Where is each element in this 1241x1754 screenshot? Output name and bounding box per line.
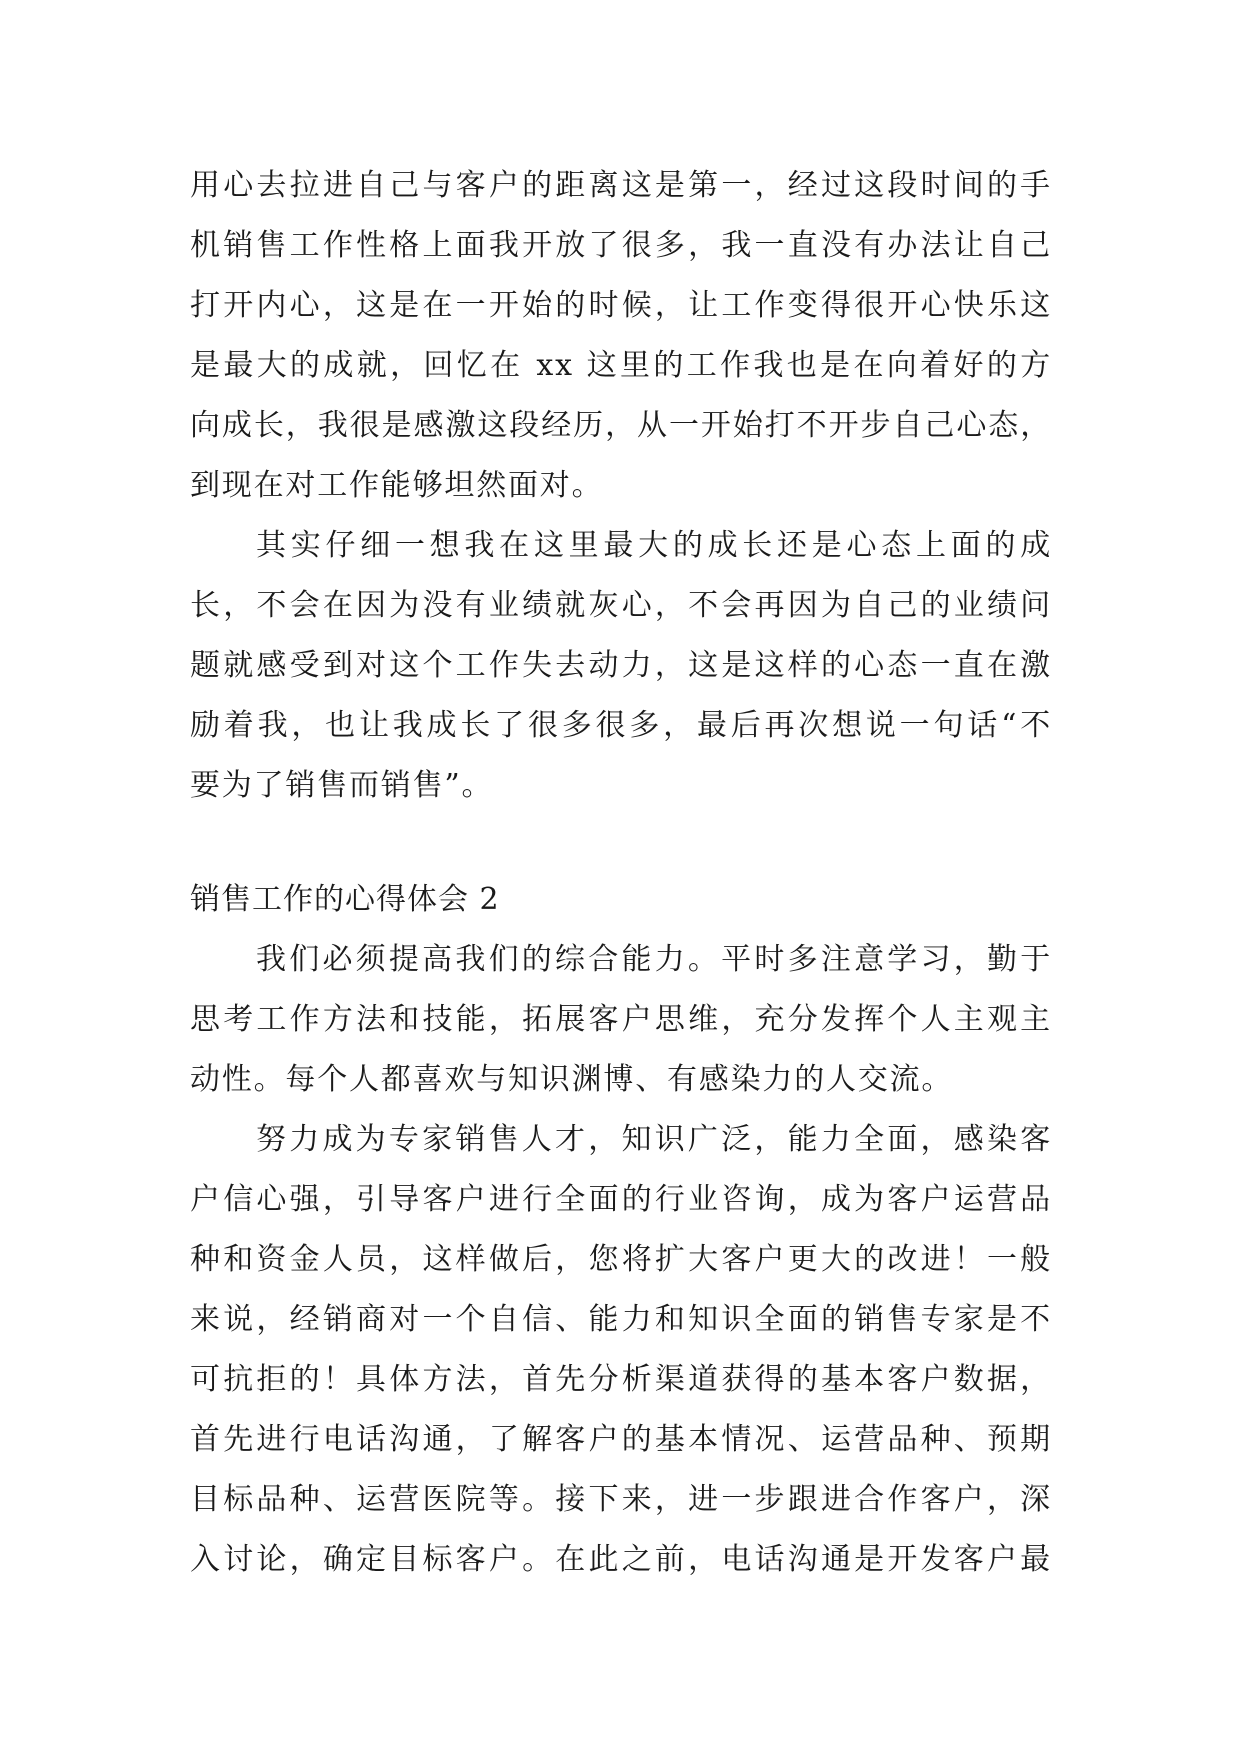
text-line: 要为了销售而销售”。	[190, 768, 494, 803]
text-line: 户信心强，引导客户进行全面的行业咨询，成为客户运营品	[190, 1182, 1052, 1217]
text-line: 机销售工作性格上面我开放了很多，我一直没有办法让自己	[190, 228, 1052, 263]
text-line: 努力成为专家销售人才，知识广泛，能力全面，感染客	[256, 1122, 1052, 1157]
text-line: 目标品种、运营医院等。接下来，进一步跟进合作客户，深	[190, 1482, 1052, 1517]
text-line: 励着我，也让我成长了很多很多，最后再次想说一句话“不	[190, 708, 1052, 743]
section-gap	[190, 816, 1052, 870]
paragraph	[190, 156, 1052, 516]
text-line: 用心去拉进自己与客户的距离这是第一，经过这段时间的手	[190, 168, 1052, 203]
section-title: 销售工作的心得体会 2	[190, 882, 500, 917]
paragraph	[190, 516, 1052, 816]
text-line: 种和资金人员，这样做后，您将扩大客户更大的改进！一般	[190, 1242, 1052, 1277]
document-body	[190, 156, 1052, 1590]
text-line: 入讨论，确定目标客户。在此之前，电话沟通是开发客户最	[190, 1542, 1052, 1577]
text-line: 向成长，我很是感激这段经历，从一开始打不开步自己心态，	[190, 408, 1052, 443]
paragraph	[190, 930, 1052, 1110]
text-line: 其实仔细一想我在这里最大的成长还是心态上面的成	[256, 528, 1052, 563]
text-line: 是最大的成就，回忆在 xx 这里的工作我也是在向着好的方	[190, 348, 1052, 383]
text-line: 我们必须提高我们的综合能力。平时多注意学习，勤于	[256, 942, 1052, 977]
text-line: 可抗拒的！具体方法，首先分析渠道获得的基本客户数据，	[190, 1362, 1052, 1397]
text-line: 到现在对工作能够坦然面对。	[190, 468, 604, 503]
text-line: 来说，经销商对一个自信、能力和知识全面的销售专家是不	[190, 1302, 1052, 1337]
text-line: 首先进行电话沟通，了解客户的基本情况、运营品种、预期	[190, 1422, 1052, 1457]
text-line: 题就感受到对这个工作失去动力，这是这样的心态一直在激	[190, 648, 1052, 683]
text-line: 长，不会在因为没有业绩就灰心，不会再因为自己的业绩问	[190, 588, 1052, 623]
text-line: 思考工作方法和技能，拓展客户思维，充分发挥个人主观主	[190, 1002, 1052, 1037]
text-line: 打开内心，这是在一开始的时候，让工作变得很开心快乐这	[190, 288, 1052, 323]
text-line: 动性。每个人都喜欢与知识渊博、有感染力的人交流。	[190, 1062, 954, 1097]
paragraph	[190, 1110, 1052, 1590]
